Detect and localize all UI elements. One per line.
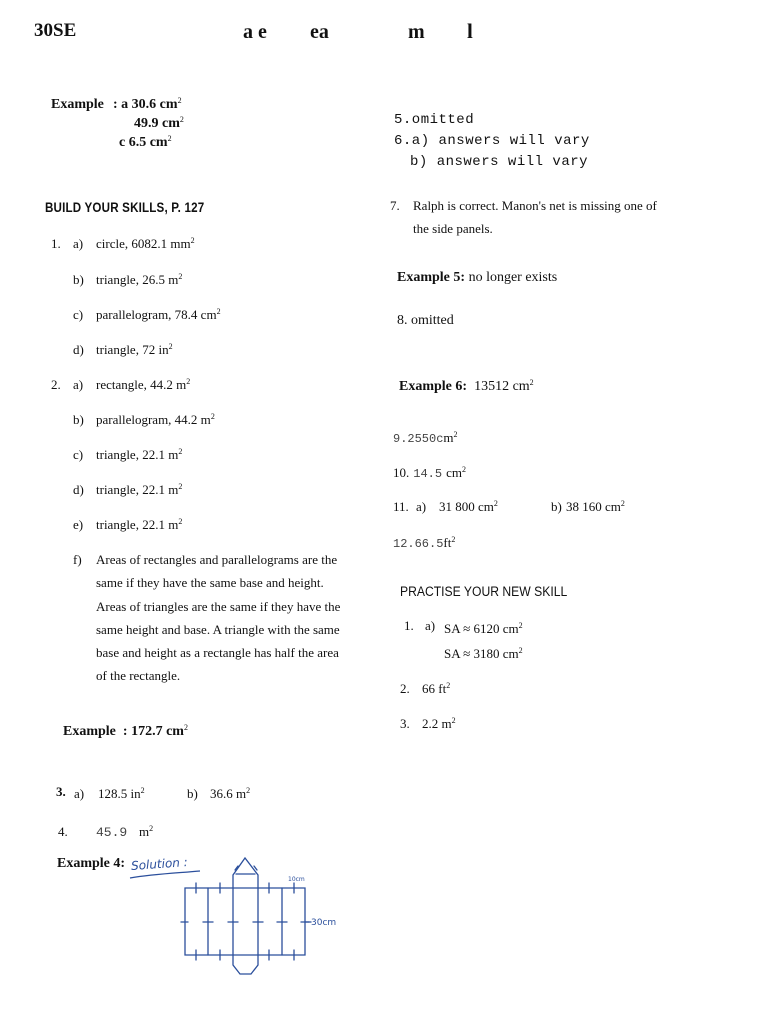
q4-value: 45.9 [96,825,128,840]
q2-letter-a: a) [73,377,84,392]
q2-letter-f: f) [73,552,82,567]
title-fragment-2: ea [310,21,329,43]
example-top-label: Example [51,97,104,112]
practise-heading: PRACTISE YOUR NEW SKILL [400,584,568,599]
build-skills-heading: BUILD YOUR SKILLS, P. 127 [45,200,205,215]
q6a-answer: 6.a) answers will vary [394,133,590,149]
q12-answer: $12.66.5ft^2$ [393,535,456,551]
q11-letter-b: b) [551,499,562,514]
example5: Example 5: no longer exists [397,270,558,285]
q8-answer: 8. omitted [397,313,454,328]
q2-letter-b: b) [73,412,84,427]
handwritten-solution: Solution : [130,855,189,873]
q1-answer-d: triangle, 72 $in^2$ [96,342,173,357]
q1-answer-c: parallelogram, 78.4 $cm^2$ [96,307,221,322]
q4-number: 4. [58,824,68,839]
q7-line-2: the side panels. [413,221,493,236]
p1-answer-line-2: SA ≈ 3180 $cm^2$ [444,646,523,661]
q11-number: 11. [393,499,409,514]
q6b-answer: b) answers will vary [410,154,589,170]
example-top-answer-c: c 6.5 $cm^2$ [119,134,172,150]
dimension-label-30cm: 30cm [311,918,337,928]
document-code: 30SE [34,20,77,41]
q2-answer-c: triangle, 22.1 $m^2$ [96,447,183,462]
q1-answer-b: triangle, 26.5 $m^2$ [96,272,183,287]
q2-answer-b: parallelogram, 44.2 $m^2$ [96,412,215,427]
p3-answer: 2.2 $m^2$ [422,716,456,731]
title-fragment-4: l [467,19,473,43]
q2-answer-e: triangle, 22.1 $m^2$ [96,517,183,532]
p2-answer: 66 $ft^2$ [422,681,451,696]
q1-answer-a: circle, 6082.1 $mm^2$ [96,236,195,251]
q2-answer-d: triangle, 22.1 $m^2$ [96,482,183,497]
q5-answer: 5.omitted [394,112,475,128]
q3-answer-b: 36.6 $m^2$ [210,786,251,801]
q1-letter-b: b) [73,272,84,287]
q11-letter-a: a) [416,499,427,514]
q4-unit: $m^2$ [139,824,154,839]
q1-letter-d: d) [73,342,84,357]
example-top-answer-a: : a 30.6 $cm^2$ [113,96,182,112]
q7-line-1: Ralph is correct. Manon's net is missing one of [413,198,657,213]
q2-answer-a: rectangle, 44.2 $m^2$ [96,377,191,392]
title-fragment-1: a e [243,21,267,43]
example-top-answer-b: 49.9 $cm^2$ [134,115,184,131]
q2-answer-f: Areas of rectangles and parallelograms are the same if they have the same base and height. Areas of triangles are the same if they have the same height and base. A triangle with the same base and height as a rectangle has half the area of the rectangle. [96,552,341,684]
q3-number: 3. [56,784,66,799]
q9-answer: $9.2550cm^2$ [393,430,458,446]
q2-number: 2. [51,377,61,392]
q3-letter-a: a) [74,786,85,801]
p3-number: 3. [400,716,410,731]
dimension-label-10cm: 10cm [288,876,305,883]
title-fragment-3: m [408,21,425,43]
example6: Example 6: 13512 $cm^2$ [399,378,534,394]
q2-letter-d: d) [73,482,84,497]
q3-letter-b: b) [187,786,198,801]
q7-number: 7. [390,198,400,213]
p2-number: 2. [400,681,410,696]
q1-number: 1. [51,236,61,251]
net-diagram [178,852,348,982]
example-mid: Example : 172.7 $cm^2$ [63,723,188,739]
q11-answer-b: 38 160 $cm^2$ [566,499,625,514]
q2-letter-e: e) [73,517,84,532]
example4-label: Example 4: [57,856,126,871]
p1-letter-a: a) [425,618,436,633]
p1-number: 1. [404,618,414,633]
q3-answer-a: 128.5 $in^2$ [98,786,145,801]
p1-answer-line-1: SA ≈ 6120 $cm^2$ [444,621,523,636]
q10-answer: 10. 14.5 $cm^2$ [393,465,466,481]
q1-letter-c: c) [73,307,84,322]
q1-letter-a: a) [73,236,84,251]
q11-answer-a: 31 800 $cm^2$ [439,499,498,514]
q2-letter-c: c) [73,447,84,462]
